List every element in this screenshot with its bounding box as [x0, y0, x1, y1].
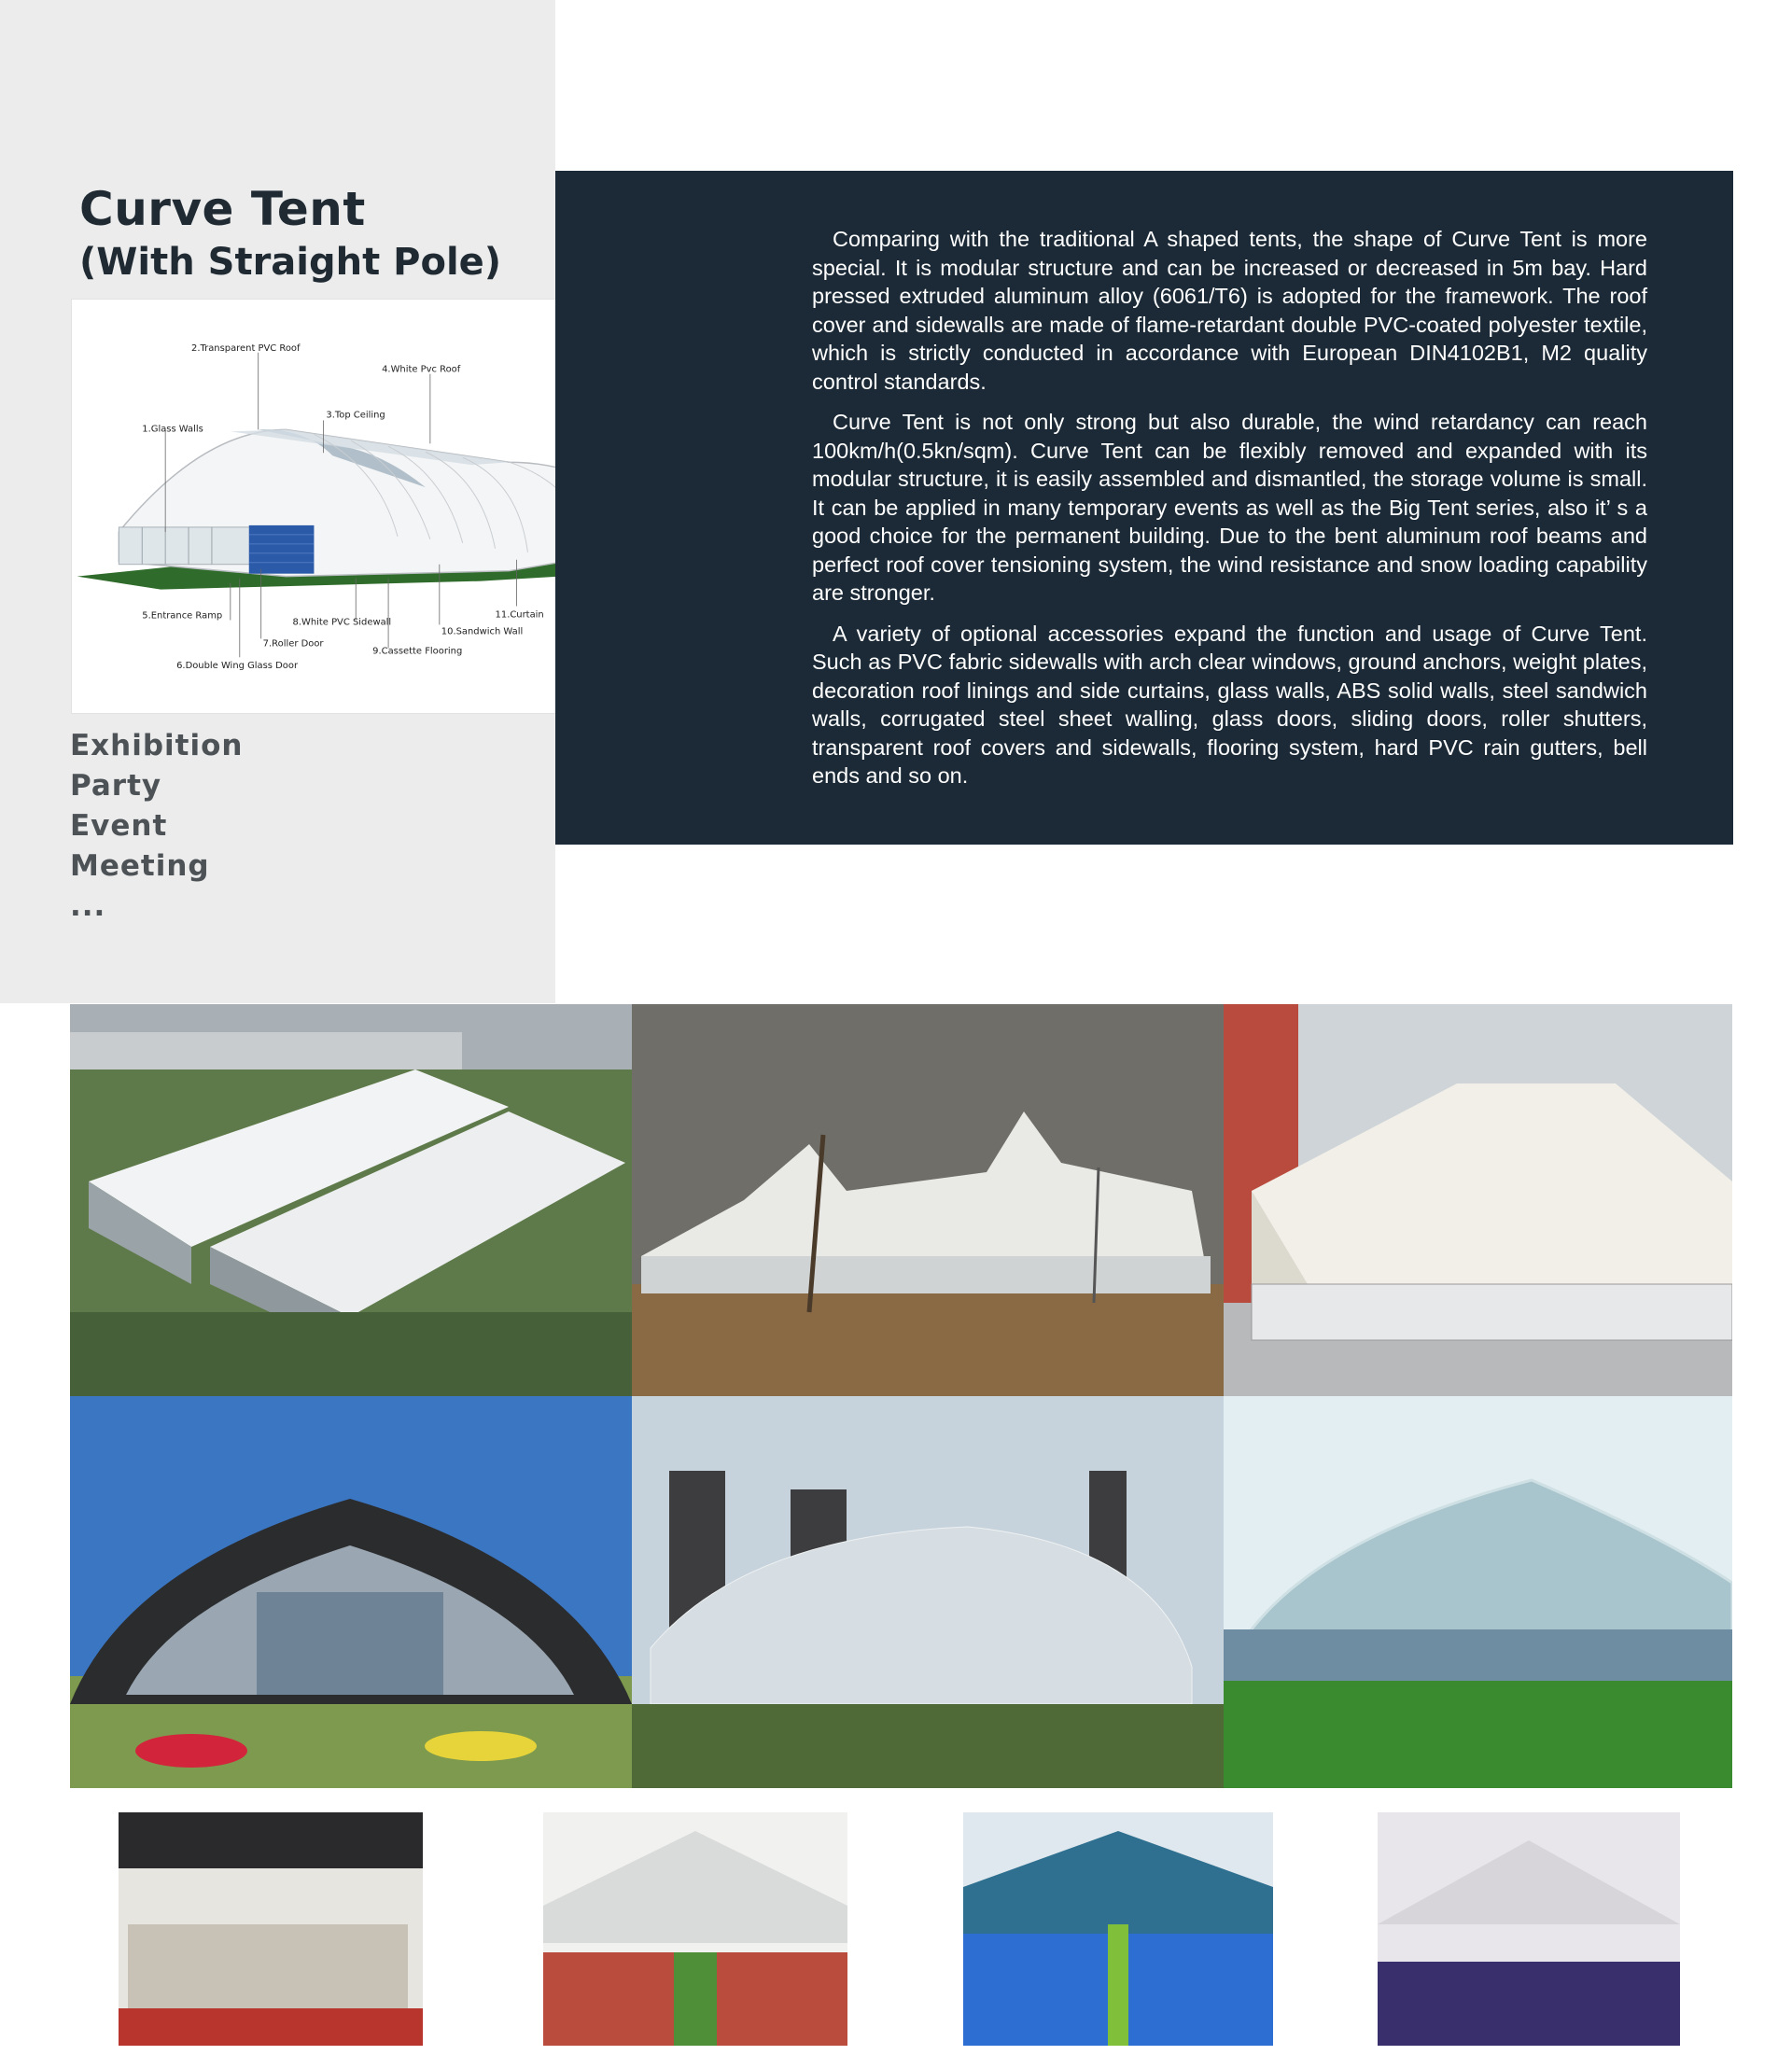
- callout-transparent-pvc-roof: 2.Transparent PVC Roof: [191, 343, 301, 354]
- callout-roller-door: 7.Roller Door: [262, 638, 324, 650]
- usage-item: Party: [70, 769, 162, 803]
- callout-double-wing-glass-door: 6.Double Wing Glass Door: [176, 661, 299, 672]
- callout-glass-walls: 1.Glass Walls: [142, 424, 203, 435]
- page-subtitle: (With Straight Pole): [79, 241, 502, 284]
- page-title: Curve Tent: [79, 182, 366, 236]
- photo-aerial-twin-tents: [70, 1004, 632, 1396]
- photo-peaked-tent-construction: [632, 1004, 1224, 1396]
- callout-white-pvc-sidewall: 8.White PVC Sidewall: [292, 617, 392, 628]
- usage-list: [70, 726, 244, 927]
- callout-curtain: 11.Curtain: [495, 609, 544, 621]
- usage-item: Meeting: [70, 849, 210, 883]
- photo-curve-tent-lawn-event: [70, 1396, 632, 1788]
- description-text: [812, 225, 1647, 803]
- photo-glass-curve-tent-city: [632, 1396, 1224, 1788]
- callout-sandwich-wall: 10.Sandwich Wall: [441, 626, 524, 637]
- callout-white-pvc-roof: 4.White Pvc Roof: [382, 364, 461, 375]
- callout-entrance-ramp: 5.Entrance Ramp: [142, 610, 223, 622]
- photo-white-curve-tent-street: [1224, 1004, 1732, 1396]
- usage-item: Event: [70, 809, 168, 843]
- description-panel: [555, 171, 1733, 845]
- description-paragraph: Comparing with the traditional A shaped tents, the shape of Curve Tent is more special. It is modular structure and can be increased or decreased in 5m bay. Hard pressed extruded aluminum alloy (6061/T6) is adopted for the framework. The roof cover and sidewalls are made of flame-retardant double PVC-coated polyester textile, which is strictly conducted in accordance with European DIN4102B1, M2 quality control standards.: [812, 227, 1647, 394]
- photo-interior-party-crowd: [1378, 1812, 1680, 2046]
- callout-top-ceiling: 3.Top Ceiling: [326, 410, 385, 421]
- description-paragraph: Curve Tent is not only strong but also durable, the wind retardancy can reach 100km/h(0.5kn/sqm). Curve Tent can be flexibly removed and expanded with its modular structure, it is easily assembled and dismantled, the storage volume is small. It can be applied in many temporary events as well as the Big Tent series, also it’ s a good choice for the permanent building. Due to the bent aluminum roof beams and perfect roof cover tensioning system, the wind resistance and snow loading capability are stronger.: [812, 410, 1647, 605]
- callout-cassette-flooring: 9.Cassette Flooring: [372, 646, 463, 657]
- photo-interior-banquet: [543, 1812, 847, 2046]
- photo-interior-tennis-court: [963, 1812, 1273, 2046]
- description-paragraph: A variety of optional accessories expand the function and usage of Curve Tent. Such as PVC fabric sidewalls with arch clear windows, ground anchors, weight plates, decoration roof linings and side curtains, glass walls, ABS solid walls, steel sandwich walls, corrugated steel sheet walling, glass doors, sliding doors, roller shutters, transparent roof covers and sidewalls, flooring system, hard PVC rain gutters, bell ends and so on.: [812, 621, 1647, 788]
- usage-item: Exhibition: [70, 729, 244, 762]
- photo-interior-exhibition: [119, 1812, 423, 2046]
- usage-item: ...: [70, 889, 106, 923]
- photo-transparent-tent-night-lawn: [1224, 1396, 1732, 1788]
